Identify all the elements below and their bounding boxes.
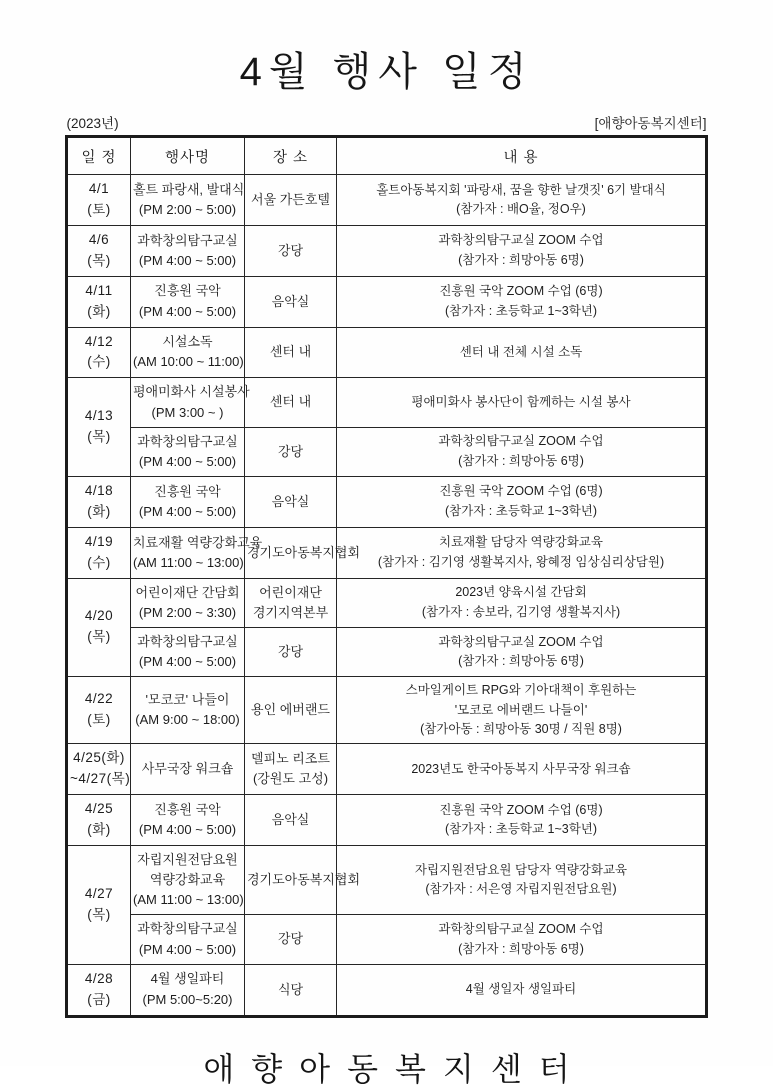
event-name-line: 진흥원 국악 — [154, 483, 221, 499]
date-line: (수) — [87, 554, 111, 570]
date-line: 4/1 — [88, 181, 110, 196]
event-name-line: (PM 2:00 ~ 3:30) — [138, 604, 237, 620]
event-name-cell — [131, 527, 263, 578]
event-name-cell — [131, 378, 250, 427]
date-line: (금) — [87, 991, 111, 1007]
table-row — [67, 476, 707, 527]
place-cell — [245, 578, 337, 627]
footer-org-name: 애향아동복지센터 — [203, 1050, 587, 1087]
date-line: (목) — [87, 906, 111, 922]
event-name-line: 평애미화사 시설봉사 — [133, 384, 250, 400]
content-line: (참가자 : 초등학교 1~3학년) — [444, 303, 598, 318]
place-cell — [245, 964, 337, 1016]
table-row — [67, 527, 707, 578]
place-line: 어린이재단 — [259, 584, 322, 600]
date-cell — [67, 378, 131, 477]
content-line: 과학창의탐구교실 ZOOM 수업 — [438, 434, 604, 449]
content-cell — [337, 378, 707, 427]
place-cell — [245, 846, 361, 915]
event-name-line: (PM 4:00 ~ 5:00) — [138, 252, 237, 268]
place-cell — [245, 627, 337, 676]
content-line: 평애미화사 봉사단이 함께하는 시설 봉사 — [411, 394, 631, 409]
place-line: 강당 — [277, 242, 304, 258]
event-name-cell — [131, 175, 245, 226]
event-name-line: (PM 4:00 ~ 5:00) — [138, 303, 237, 319]
column-header: 일 정 — [67, 137, 131, 175]
event-name-line: 홀트 파랑새, 발대식 — [133, 181, 245, 197]
event-name-line: (PM 4:00 ~ 5:00) — [138, 503, 237, 519]
table-row — [67, 846, 707, 915]
content-cell — [337, 327, 707, 378]
date-line: 4/25 — [84, 801, 114, 817]
event-name-line: 과학창의탐구교실 — [137, 433, 238, 449]
event-name-cell — [131, 846, 245, 915]
event-name-line: 자립지원전담요원 — [137, 852, 238, 867]
event-name-cell — [131, 476, 245, 527]
place-cell — [245, 175, 337, 226]
table-row — [67, 175, 707, 226]
event-name-line: 진흥원 국악 — [154, 283, 221, 299]
content-cell — [337, 276, 707, 327]
date-line: 4/22 — [84, 691, 114, 707]
date-line: 4/20 — [84, 608, 114, 624]
date-cell — [67, 175, 131, 226]
content-line: 2023년도 한국아동복지 사무국장 워크숍 — [411, 761, 631, 776]
event-name-line: (PM 4:00 ~ 5:00) — [138, 453, 237, 469]
content-line: 진흥원 국악 ZOOM 수업 (6명) — [439, 484, 603, 499]
event-name-line: (PM 5:00~5:20) — [142, 991, 233, 1007]
content-line: 과학창의탐구교실 ZOOM 수업 — [438, 233, 604, 248]
place-cell — [245, 225, 337, 276]
event-name-cell — [131, 276, 245, 327]
place-line: 경기지역본부 — [252, 604, 329, 620]
date-line: 4/11 — [85, 282, 113, 298]
content-cell — [337, 964, 707, 1016]
event-name-cell — [131, 327, 245, 378]
content-line: (참가아동 : 희망아동 30명 / 직원 8명) — [420, 721, 622, 736]
event-name-line: (AM 11:00 ~ 13:00) — [133, 554, 244, 570]
table-header-row — [67, 137, 707, 175]
event-name-cell — [131, 677, 245, 744]
page-title: 4월 행사 일정 — [239, 50, 534, 94]
content-cell — [337, 476, 707, 527]
event-name-line: 치료재활 역량강화교육 — [133, 534, 263, 550]
content-line: 진흥원 국악 ZOOM 수업 (6명) — [439, 284, 603, 299]
content-line: (참가자 : 서은영 자립지원전담요원) — [425, 882, 617, 897]
event-name-line: (PM 2:00 ~ 5:00) — [138, 201, 237, 217]
place-cell — [245, 795, 337, 846]
content-cell — [337, 795, 707, 846]
place-line: 센터 내 — [269, 344, 312, 360]
place-cell — [245, 476, 337, 527]
event-name-line: (AM 9:00 ~ 18:00) — [135, 712, 240, 728]
schedule-table — [65, 135, 708, 1018]
date-line: 4/13 — [84, 408, 114, 424]
date-cell — [67, 327, 131, 378]
date-line: (목) — [87, 429, 111, 445]
date-line: (화) — [87, 303, 111, 319]
content-line: 자립지원전담요원 담당자 역량강화교육 — [414, 862, 628, 877]
content-line: 2023년 양육시설 간담회 — [455, 585, 587, 600]
date-cell — [67, 846, 131, 965]
table-row — [67, 225, 707, 276]
table-row — [67, 378, 707, 427]
content-line: (참가자 : 희망아동 6명) — [458, 453, 584, 468]
content-cell — [337, 527, 707, 578]
event-name-cell — [131, 225, 245, 276]
event-name-line: '모코코' 나들이 — [145, 692, 230, 708]
content-line: (참가자 : 송보라, 김기영 생활복지사) — [421, 604, 621, 619]
event-name-line: (PM 4:00 ~ 5:00) — [138, 941, 237, 957]
date-line: 4/28 — [84, 970, 114, 986]
date-cell — [67, 677, 131, 744]
date-line: (토) — [87, 201, 111, 217]
date-line: 4/25(화) — [73, 750, 125, 766]
content-cell — [337, 175, 707, 226]
meta-row — [67, 112, 707, 132]
date-cell — [67, 964, 131, 1016]
content-line: 4월 생일자 생일파티 — [465, 981, 577, 996]
place-cell — [245, 378, 337, 427]
event-name-line: (AM 11:00 ~ 13:00) — [133, 892, 244, 908]
place-line: 서울 가든호텔 — [251, 191, 330, 207]
date-line: (토) — [87, 712, 111, 728]
event-name-line: (PM 3:00 ~ ) — [151, 404, 224, 420]
event-name-line: 과학창의탐구교실 — [137, 921, 238, 937]
date-line: 4/19 — [84, 533, 114, 549]
date-cell — [67, 578, 131, 677]
date-line: (화) — [87, 503, 111, 519]
date-line: (목) — [87, 629, 111, 645]
event-name-cell — [131, 578, 245, 627]
event-name-line: 과학창의탐구교실 — [137, 633, 238, 649]
content-line: (참가자 : 희망아동 6명) — [458, 941, 584, 956]
content-line: 진흥원 국악 ZOOM 수업 (6명) — [439, 802, 603, 817]
event-name-line: (PM 4:00 ~ 5:00) — [138, 822, 237, 838]
place-cell — [245, 915, 337, 964]
table-row — [67, 964, 707, 1016]
place-line: 음악실 — [271, 293, 310, 309]
content-line: '모코로 에버랜드 나들이' — [454, 702, 588, 717]
table-row — [67, 795, 707, 846]
content-line: (참가자 : 배O율, 정O우) — [456, 201, 586, 216]
year-label: (2023년) — [66, 116, 119, 131]
event-name-line: 진흥원 국악 — [154, 801, 221, 817]
table-row — [67, 276, 707, 327]
place-line: 델피노 리조트 — [251, 751, 330, 767]
column-header: 내 용 — [337, 137, 707, 175]
content-line: (참가자 : 김기영 생활복지사, 왕혜정 임상심리상담원) — [377, 554, 665, 569]
event-name-line: (AM 10:00 ~ 11:00) — [133, 354, 244, 370]
date-cell — [67, 225, 131, 276]
content-line: 홀트아동복지회 '파랑새, 꿈을 향한 날갯짓' 6기 발대식 — [376, 182, 666, 197]
place-cell — [245, 427, 337, 476]
content-cell — [337, 744, 707, 795]
table-row — [67, 744, 707, 795]
column-header: 장 소 — [245, 137, 337, 175]
table-row — [67, 427, 707, 476]
content-line: 스마일게이트 RPG와 기아대책이 후원하는 — [405, 683, 637, 698]
content-line: (참가자 : 희망아동 6명) — [458, 654, 584, 669]
table-row — [67, 578, 707, 627]
event-name-line: 시설소독 — [162, 334, 213, 350]
place-line: 용인 에버랜드 — [251, 702, 330, 718]
date-cell — [67, 476, 131, 527]
place-line: (강원도 고성) — [252, 771, 329, 787]
event-name-cell — [131, 795, 245, 846]
event-name-cell — [131, 427, 245, 476]
date-line: ~4/27(목) — [70, 771, 131, 787]
content-line: (참가자 : 초등학교 1~3학년) — [444, 503, 598, 518]
date-line: (목) — [87, 252, 111, 268]
date-cell — [67, 795, 131, 846]
table-row — [67, 915, 707, 964]
place-cell — [245, 744, 337, 795]
place-line: 경기도아동복지협회 — [247, 872, 361, 888]
org-label: [애향아동복지센터] — [594, 116, 707, 131]
content-line: (참가자 : 희망아동 6명) — [458, 252, 584, 267]
event-name-cell — [131, 627, 245, 676]
content-line: 과학창의탐구교실 ZOOM 수업 — [438, 634, 604, 649]
date-line: 4/6 — [88, 231, 110, 247]
event-name-line: 4월 생일파티 — [150, 971, 225, 987]
place-line: 센터 내 — [269, 394, 312, 410]
table-row — [67, 627, 707, 676]
event-name-line: 사무국장 워크숍 — [141, 761, 234, 777]
event-name-line: 어린이재단 간담회 — [135, 584, 240, 600]
content-cell — [337, 427, 707, 476]
date-line: 4/12 — [84, 333, 114, 349]
date-cell — [67, 744, 131, 795]
table-row — [67, 327, 707, 378]
place-line: 음악실 — [271, 812, 310, 827]
place-line: 경기도아동복지협회 — [247, 544, 361, 560]
place-line: 강당 — [277, 931, 304, 947]
content-cell — [337, 225, 707, 276]
event-name-cell — [131, 964, 245, 1016]
content-cell — [337, 846, 707, 915]
event-name-line: 역량강화교육 — [149, 872, 226, 888]
content-cell — [337, 627, 707, 676]
place-cell — [245, 327, 337, 378]
date-line: 4/27 — [84, 885, 114, 901]
content-cell — [337, 578, 707, 627]
place-line: 식당 — [277, 981, 304, 997]
place-line: 음악실 — [271, 493, 310, 509]
content-line: 과학창의탐구교실 ZOOM 수업 — [438, 922, 604, 937]
event-name-line: (PM 4:00 ~ 5:00) — [138, 654, 237, 670]
content-line: 센터 내 전체 시설 소독 — [459, 344, 583, 359]
event-name-line: 과학창의탐구교실 — [137, 232, 238, 248]
date-line: (화) — [87, 822, 111, 838]
content-line: 치료재활 담당자 역량강화교육 — [439, 535, 603, 550]
date-cell — [67, 527, 131, 578]
place-line: 강당 — [277, 643, 304, 659]
place-cell — [245, 276, 337, 327]
event-name-cell — [131, 915, 245, 964]
place-line: 강당 — [277, 443, 304, 459]
column-header: 행사명 — [131, 137, 245, 175]
content-line: (참가자 : 초등학교 1~3학년) — [444, 822, 598, 837]
date-cell — [67, 276, 131, 327]
table-row — [67, 677, 707, 744]
place-cell — [245, 677, 337, 744]
content-cell — [337, 915, 707, 964]
content-cell — [337, 677, 707, 744]
date-line: (수) — [87, 354, 111, 370]
date-line: 4/18 — [84, 482, 114, 498]
event-name-cell — [131, 744, 245, 795]
